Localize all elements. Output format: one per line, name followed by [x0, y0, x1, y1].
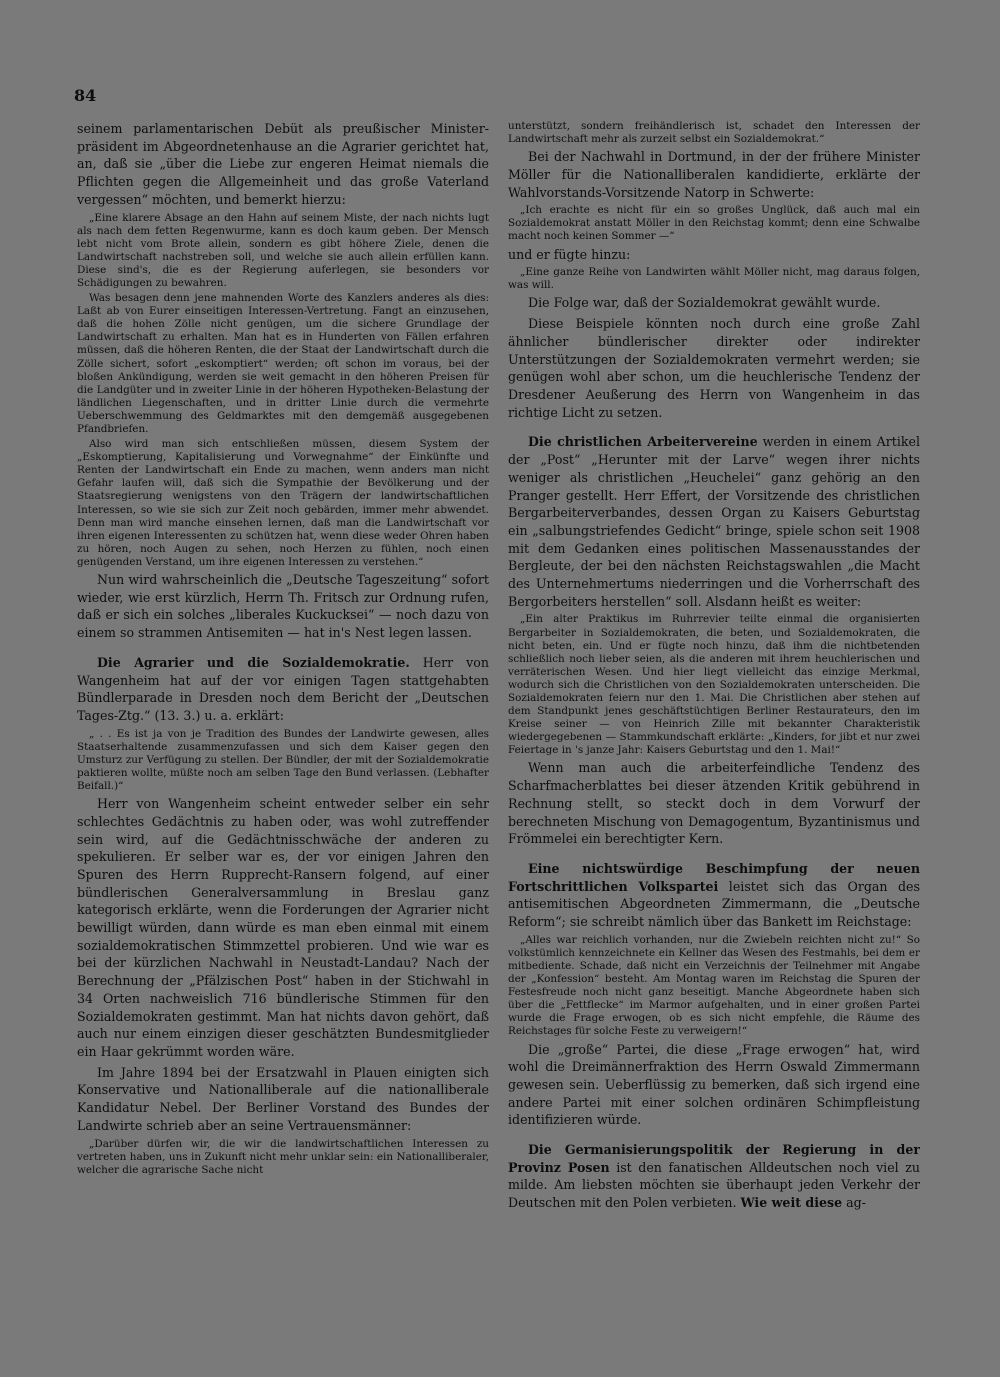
- paragraph-text: werden in einem Artikel der „Post“ „Herunter mit der Larve“ wegen ihrer nichts weniger als christlichen „Heuchelei“ ganz gehörig an den Pranger gestellt. Herr Effert, der Vorsitzende des christlichen Bergarbeiterverbandes, dessen Organ zu Kaisers Geburtstag ein „salbungstriefendes Gedicht“ bringe, spiele schon seit 1908 mit dem Gedanken eines politischen Massenausstandes der Bergleute, der bei den nächsten Reichstagswahlen „die Macht des Unternehmertums niederringen und die Vorherrschaft des Bergorbeiters herstellen“ soll. Alsdann heißt es weiter:: [508, 434, 920, 609]
- quote-paragraph: [77, 212, 489, 291]
- paragraph-text: leistet sich das Organ des antisemitischen Abgeordneten Zimmermann, die „Deutsche Reform“; sie schreibt nämlich über das Bankett im Reichstage:: [508, 878, 920, 930]
- paragraph-text: Herr von Wangenheim hat auf der vor einigen Tagen stattgehabten Bündlerparade in Dresden noch dem Bericht der „Deutschen Tages-Ztg.“ (13. 3.) u. a. erklärt:: [77, 654, 489, 723]
- paragraph-text: „Darüber dürfen wir, die wir die landwirtschaftlichen Interessen zu vertreten haben, uns in Zukunft nicht mehr unklar sein: ein Nationalliberaler, welcher die agrarische Sache nicht: [77, 1137, 489, 1176]
- paragraph: [508, 315, 920, 421]
- quote-paragraph: [508, 266, 920, 292]
- quote-paragraph: [508, 934, 920, 1039]
- paragraph-text: „Eine ganze Reihe von Landwirten wählt Möller nicht, mag daraus folgen, was will.: [508, 266, 920, 292]
- paragraph-text: Die Folge war, daß der Sozialdemokrat gewählt wurde.: [528, 295, 881, 311]
- paragraph-text: Im Jahre 1894 bei der Ersatzwahl in Plauen einigten sich Konservative und Nationalliberale auf die nationalliberale Kandidatur Nebel. Der Berliner Vorstand des Bundes der Landwirte schrieb aber an seine Vertrauensmänner:: [77, 1064, 489, 1133]
- section-paragraph: [508, 433, 920, 610]
- paragraph-text: Diese Beispiele könnten noch durch eine große Zahl ähnlicher bündlerischer direkter oder indirekter Unterstützungen der Sozialdemokraten vermehrt werden; sie genügen wohl aber schon, um die heuchlerische Tendenz der Dresdener Aeußerung des Herrn von Wangenheim in das richtige Licht zu setzen.: [508, 316, 920, 420]
- section-paragraph: [77, 654, 489, 725]
- paragraph-text: Die „große“ Partei, die diese „Frage erwogen“ hat, wird wohl die Dreimännerfraktion des Herrn Oswald Zimmermann gewesen sein. Ueberflüssig zu bemerken, daß sich irgend eine andere Partei mit einer solchen ordinären Schimpfleistung identifizieren würde.: [508, 1041, 920, 1128]
- quote-paragraph: [77, 438, 489, 569]
- paragraph: [508, 759, 920, 848]
- section-paragraph: [508, 1141, 920, 1212]
- section-heading: Eine nichtswürdige Beschimpfung der neuen Fortschrittlichen Volkspartei: [508, 860, 920, 894]
- right-column: [508, 120, 920, 1345]
- paragraph-text: Also wird man sich entschließen müssen, diesem System der „Eskomptierung, Kapitalisierung und Vorwegnahme“ der Einkünfte und Renten der Landwirtschaft ein Ende zu machen, wenn anders man nicht Gefahr laufen will, daß sich die Sympathie der Bevölkerung und der Staatsregierung wenigstens von den Trägern der landwirtschaftlichen Interessen, so wie sie sich zur Zeit noch gebärden, immer mehr abwendet. Denn man wird manche einsehen lernen, daß man die Landwirtschaft vor ihren eigenen Interessenten zu schützen hat, wenn diese weder Ohren haben zu hören, noch Augen zu sehen, noch Herzen zu fühlen, noch einen genügenden Verstand, um ihre eigenen Interessen zu verstehen.“: [77, 438, 489, 568]
- quote-paragraph: [77, 1138, 489, 1177]
- page-number: 84: [74, 86, 97, 105]
- section-heading: Die christlichen Arbeitervereine: [528, 434, 758, 450]
- paragraph: [77, 1064, 489, 1135]
- paragraph-text: seinem parlamentarischen Debüt als preußischer Minister-präsident im Abgeordnetenhause an die Agrarier gerichtet hat, an, daß sie „über die Liebe zur engeren Heimat niemals die Pflichten gegen die Allgemeinheit und das große Vaterland vergessen“ möchten, und bemerkt hierzu:: [77, 121, 489, 207]
- left-column: [77, 120, 489, 1345]
- quote-paragraph: [508, 120, 920, 146]
- paragraph-text: „ . . Es ist ja von je Tradition des Bundes der Landwirte gewesen, alles Staatserhaltende zusammenzufassen und sich dem Kaiser gegen den Umsturz zur Verfügung zu stellen. Der Bündler, der mit der Sozialdemokratie paktieren wollte, müßte noch am selben Tage den Bund verlassen. (Lebhafter Beifall.)“: [77, 727, 489, 793]
- paragraph: [77, 120, 489, 209]
- quote-paragraph: [508, 204, 920, 243]
- paragraph-text: unterstützt, sondern freihändlerisch ist, schadet den Interessen der Landwirtschaft mehr als zurzeit selbst ein Sozialdemokrat.“: [508, 120, 920, 146]
- paragraph-text: Bei der Nachwahl in Dortmund, in der der frühere Minister Möller für die Nationalliberalen kandidierte, erklärte der Wahlvorstands-Vorsitzende Natorp in Schwerte:: [508, 149, 920, 200]
- paragraph-text: Wenn man auch die arbeiterfeindliche Tendenz des Scharfmacherblattes bei dieser ätzenden Kritik gebührend in Rechnung stellt, so steckt doch in dem Vorwurf der berechneten Mischung von Demagogentum, Byzantinismus und Frömmelei ein berechtigter Kern.: [508, 760, 920, 847]
- section-heading: Die Agrarier und die Sozialdemokratie.: [97, 654, 410, 670]
- paragraph-text: ag-: [842, 1195, 866, 1211]
- section-heading: Wie weit diese: [740, 1195, 843, 1211]
- paragraph-text: „Alles war reichlich vorhanden, nur die Zwiebeln reichten nicht zu!“ So volkstümlich kennzeichnete ein Kellner das Wesen des Festmahls, bei dem er mitbediente. Schade, daß nicht ein Verzeichnis der Teilnehmer mit Angabe der „Konfession“ besteht. Am Montag waren im Reichstag die Spuren der Festesfreude noch nicht ganz beseitigt. Manche Abgeordnete haben sich über die „Fettflecke“ im Marmor aufgehalten, und in einer großen Partei wurde die Frage erwogen, ob es sich nicht empfehle, die Räume des Reichstages für solche Feste zu verweigern!“: [508, 933, 920, 1038]
- paragraph: [508, 246, 920, 264]
- quote-paragraph: [77, 292, 489, 436]
- paragraph: [77, 571, 489, 642]
- quote-paragraph: [77, 728, 489, 793]
- paragraph-text: Was besagen denn jene mahnenden Worte des Kanzlers anderes als dies: Laßt ab von Eurer einseitigen Interessen-Vertretung. Fangt an einzusehen, daß die hohen Zölle nicht genügen, um die sichere Grundlage der Landwirtschaft zu erhalten. Man hat es in Hunderten von Fällen erfahren müssen, daß die höheren Renten, die der Staat der Landwirtschaft durch die Zölle sichert, sofort „eskomptiert“ werden; oft schon im voraus, bei der bloßen Ankündigung, werden sie weit gemacht in den höheren Preisen für die Landgüter und in zweiter Linie in der höheren Hypotheken-Belastung der ländlichen Liegenschaften, und in dritter Linie durch die vermehrte Ueberschwemmung des Geldmarktes mit den demgemäß ausgegebenen Pfandbriefen.: [77, 292, 489, 436]
- paragraph: [508, 1041, 920, 1130]
- paragraph: [508, 294, 920, 312]
- paragraph-text: „Ein alter Praktikus im Ruhrrevier teilte einmal die organisierten Bergarbeiter in Sozialdemokraten, die beten, und Sozialdemokraten, die nicht beten, ein. Und er fügte noch hinzu, daß ihm die nichtbetenden schließlich noch lieber seien, als die anderen mit ihrem heuchlerischen und verräterischen Wesen. Und hier liegt vielleicht das einzige Merkmal, wodurch sich die Christlichen von den Sozialdemokraten unterscheiden. Die Sozialdemokraten feiern nur den 1. Mai. Die Christlichen aber stehen auf dem Standpunkt jenes geschäftstüchtigen Berliner Restaurateurs, den im Kreise seiner — von Heinrich Zille mit bekannter Charakteristik wiedergegebenen — Stammkundschaft erklärte: „Kinders, for jibt et nur zwei Feiertage in 's janze Jahr: Kaisers Geburtstag und den 1. Mai!“: [508, 613, 920, 757]
- paragraph-text: und er fügte hinzu:: [508, 246, 631, 262]
- paragraph-text: „Ich erachte es nicht für ein so großes Unglück, daß auch mal ein Sozialdemokrat anstatt Möller in den Reichstag kommt; denn eine Schwalbe macht noch keinen Sommer —“: [508, 204, 920, 243]
- section-paragraph: [508, 860, 920, 931]
- paragraph-text: ist den fanatischen Alldeutschen noch viel zu milde. Am liebsten möchten sie überhaupt jeden Verkehr der Deutschen mit den Polen verbieten.: [508, 1159, 920, 1211]
- paragraph-text: Nun wird wahrscheinlich die „Deutsche Tageszeitung“ sofort wieder, wie erst kürzlich, Herrn Th. Fritsch zur Ordnung rufen, daß er sich ein solches „liberales Kuckucksei“ — noch dazu von einem so strammen Antisemiten — hat in's Nest legen lassen.: [77, 572, 489, 641]
- paragraph-text: Herr von Wangenheim scheint entweder selber ein sehr schlechtes Gedächtnis zu haben oder, was wohl zutreffender sein wird, auf die Gedächtnisschwäche der anderen zu spekulieren. Er selber war es, der vor einigen Jahren den Spuren des Herrn Rupprecht-Ransern folgend, auf einer bündlerischen Generalversammlung in Breslau ganz kategorisch erklärte, wenn die Forderungen der Agrarier nicht bewilligt würden, dann würde es man eben einmal mit einem sozialdemokratischen Stimmzettel probieren. Und wie war es bei der kürzlichen Nachwahl in Neustadt-Landau? Nach der Berechnung der „Pfälzischen Post“ haben in der Stichwahl in 34 Orten nachweislich 716 bündlerische Stimmen für den Sozialdemokraten gestimmt. Man hat nichts davon gehört, daß auch nur einem einzigen dieser geschätzten Bundesmitglieder ein Haar gekrümmt worden wäre.: [77, 796, 489, 1059]
- paragraph: [508, 148, 920, 201]
- paragraph: [77, 795, 489, 1061]
- quote-paragraph: [508, 613, 920, 757]
- section-heading: Die Germanisierungspolitik der Regierung in der Provinz Posen: [508, 1142, 920, 1175]
- paragraph-text: „Eine klarere Absage an den Hahn auf seinem Miste, der nach nichts lugt als nach dem fetten Regenwurme, kann es doch kaum geben. Der Mensch lebt nicht vom Brote allein, sondern es gibt höhere Ziele, denen die Landwirtschaft nachstreben soll, und welche sie auch allein erfüllen kann. Diese sind's, die es der Regierung auferlegen, sie besonders vor Schädigungen zu bewahren.: [77, 211, 489, 289]
